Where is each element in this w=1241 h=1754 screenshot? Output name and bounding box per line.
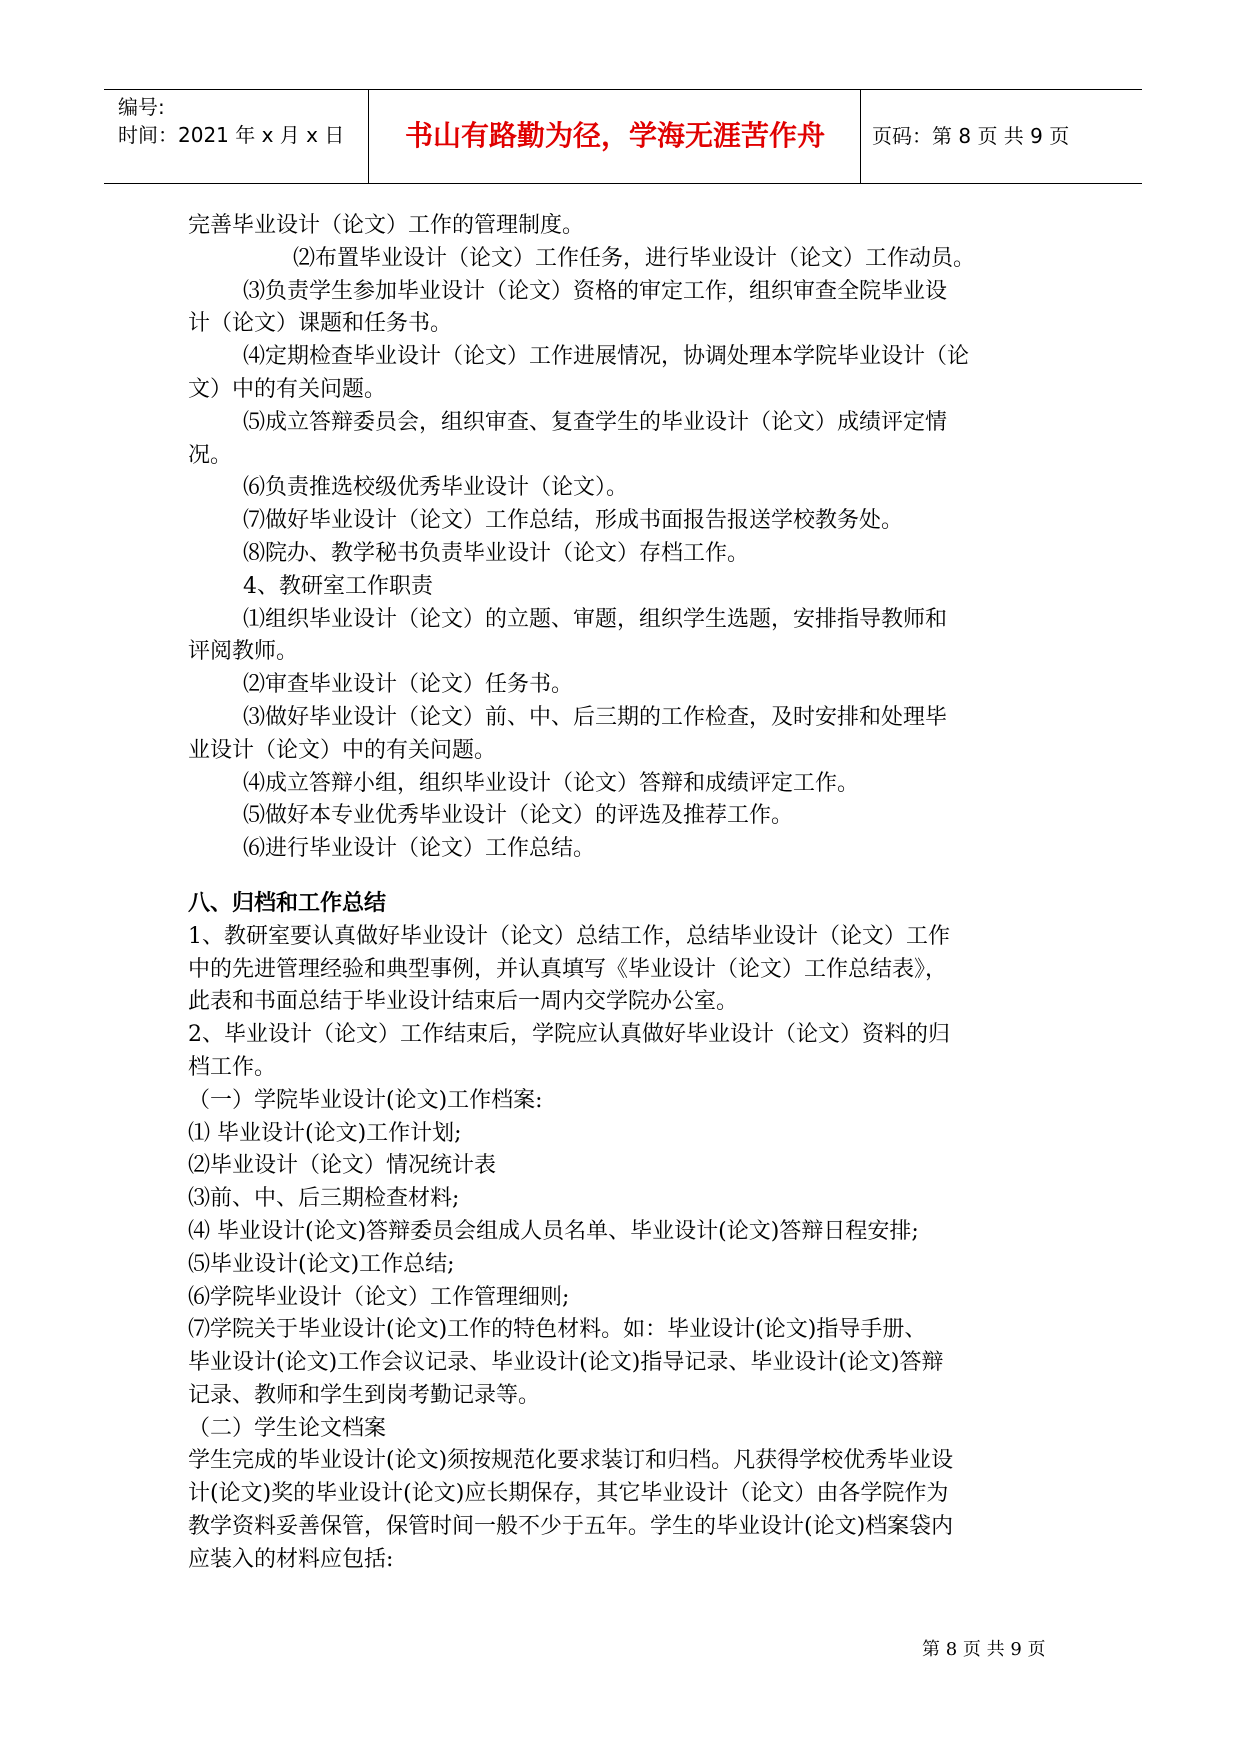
section-line: 2、毕业设计（论文）工作结束后，学院应认真做好毕业设计（论文）资料的归 [188,1022,950,1048]
section-line: （二）学生论文档案 [188,1415,387,1441]
header-divider-left [368,89,369,184]
section-title: 八、归档和工作总结 [188,890,387,916]
time-text: 时间：2021 年 x 月 x 日 [118,123,345,147]
body-line: 评阅教师。 [188,639,299,665]
section-line: 记录、教师和学生到岗考勤记录等。 [188,1382,541,1408]
body-line: ⑵审查毕业设计（论文）任务书。 [243,672,574,698]
body-line: ⑺做好毕业设计（论文）工作总结，形成书面报告报送学校教务处。 [243,508,904,534]
body-line: ⑸做好本专业优秀毕业设计（论文）的评选及推荐工作。 [243,803,794,829]
section-line: 计(论文)奖的毕业设计(论文)应长期保存，其它毕业设计（论文）由各学院作为 [188,1481,949,1507]
body-line: ⑹进行毕业设计（论文）工作总结。 [243,836,596,862]
section-line: ⑹学院毕业设计（论文）工作管理细则; [188,1284,570,1310]
section-line: 毕业设计(论文)工作会议记录、毕业设计(论文)指导记录、毕业设计(论文)答辩 [188,1350,944,1376]
body-line: ⑶做好毕业设计（论文）前、中、后三期的工作检查，及时安排和处理毕 [243,704,948,730]
body-line: 况。 [188,442,233,468]
header-divider-right [860,89,861,184]
header-top-rule [104,89,1142,90]
body-line: 业设计（论文）中的有关问题。 [188,737,497,763]
header-motto: 书山有路勤为径，学海无涯苦作舟 [404,119,825,152]
body-line: 完善毕业设计（论文）工作的管理制度。 [188,213,585,238]
footer-page-number: 第 8 页 共 9 页 [922,1639,1046,1660]
body-line: ⑻院办、教学秘书负责毕业设计（论文）存档工作。 [243,540,750,566]
body-line: ⑶负责学生参加毕业设计（论文）资格的审定工作，组织审查全院毕业设 [243,278,948,304]
section-spacer [188,866,1068,888]
section-line: ⑺学院关于毕业设计(论文)工作的特色材料。如：毕业设计(论文)指导手册、 [188,1317,927,1343]
section-line: ⑵毕业设计（论文）情况统计表 [188,1153,497,1179]
section-line: 档工作。 [188,1054,277,1080]
section-line: 应装入的材料应包括: [188,1546,394,1572]
section-line: 中的先进管理经验和典型事例，并认真填写《毕业设计（论文）工作总结表》， [188,956,948,982]
section-line: ⑶前、中、后三期检查材料; [188,1186,460,1212]
subsection-heading: 4、教研室工作职责 [243,573,433,599]
body-line: ⑹负责推选校级优秀毕业设计（论文）。 [243,475,629,501]
body-line: ⑸成立答辩委员会，组织审查、复查学生的毕业设计（论文）成绩评定情 [243,409,948,435]
section-line: 1、教研室要认真做好毕业设计（论文）总结工作，总结毕业设计（论文）工作 [188,923,950,949]
section-line: ⑷ 毕业设计(论文)答辩委员会组成人员名单、毕业设计(论文)答辩日程安排; [188,1218,919,1244]
section-line: 此表和书面总结于毕业设计结束后一周内交学院办公室。 [188,989,739,1015]
number-label: 编号: [118,95,165,119]
section-line: （一）学院毕业设计(论文)工作档案: [188,1087,543,1113]
header-bottom-rule [104,183,1142,184]
section-line: ⑸毕业设计(论文)工作总结; [188,1251,455,1277]
body-line: 文）中的有关问题。 [188,376,387,402]
body-line: ⑵布置毕业设计（论文）工作任务，进行毕业设计（论文）工作动员。 [293,245,976,271]
section-line: 学生完成的毕业设计(论文)须按规范化要求装订和归档。凡获得学校优秀毕业设 [188,1448,954,1474]
body-line: ⑷定期检查毕业设计（论文）工作进展情况，协调处理本学院毕业设计（论 [243,344,970,370]
document-body [188,210,1068,1577]
body-line: 计（论文）课题和任务书。 [188,311,453,337]
section-line: ⑴ 毕业设计(论文)工作计划; [188,1120,462,1146]
header-left-cell [118,93,344,149]
section-line: 教学资料妥善保管，保管时间一般不少于五年。学生的毕业设计(论文)档案袋内 [188,1514,954,1540]
header-page-number: 页码：第 8 页 共 9 页 [872,124,1070,148]
body-line: ⑷成立答辩小组，组织毕业设计（论文）答辩和成绩评定工作。 [243,770,860,796]
body-line: ⑴组织毕业设计（论文）的立题、审题，组织学生选题，安排指导教师和 [243,606,948,632]
